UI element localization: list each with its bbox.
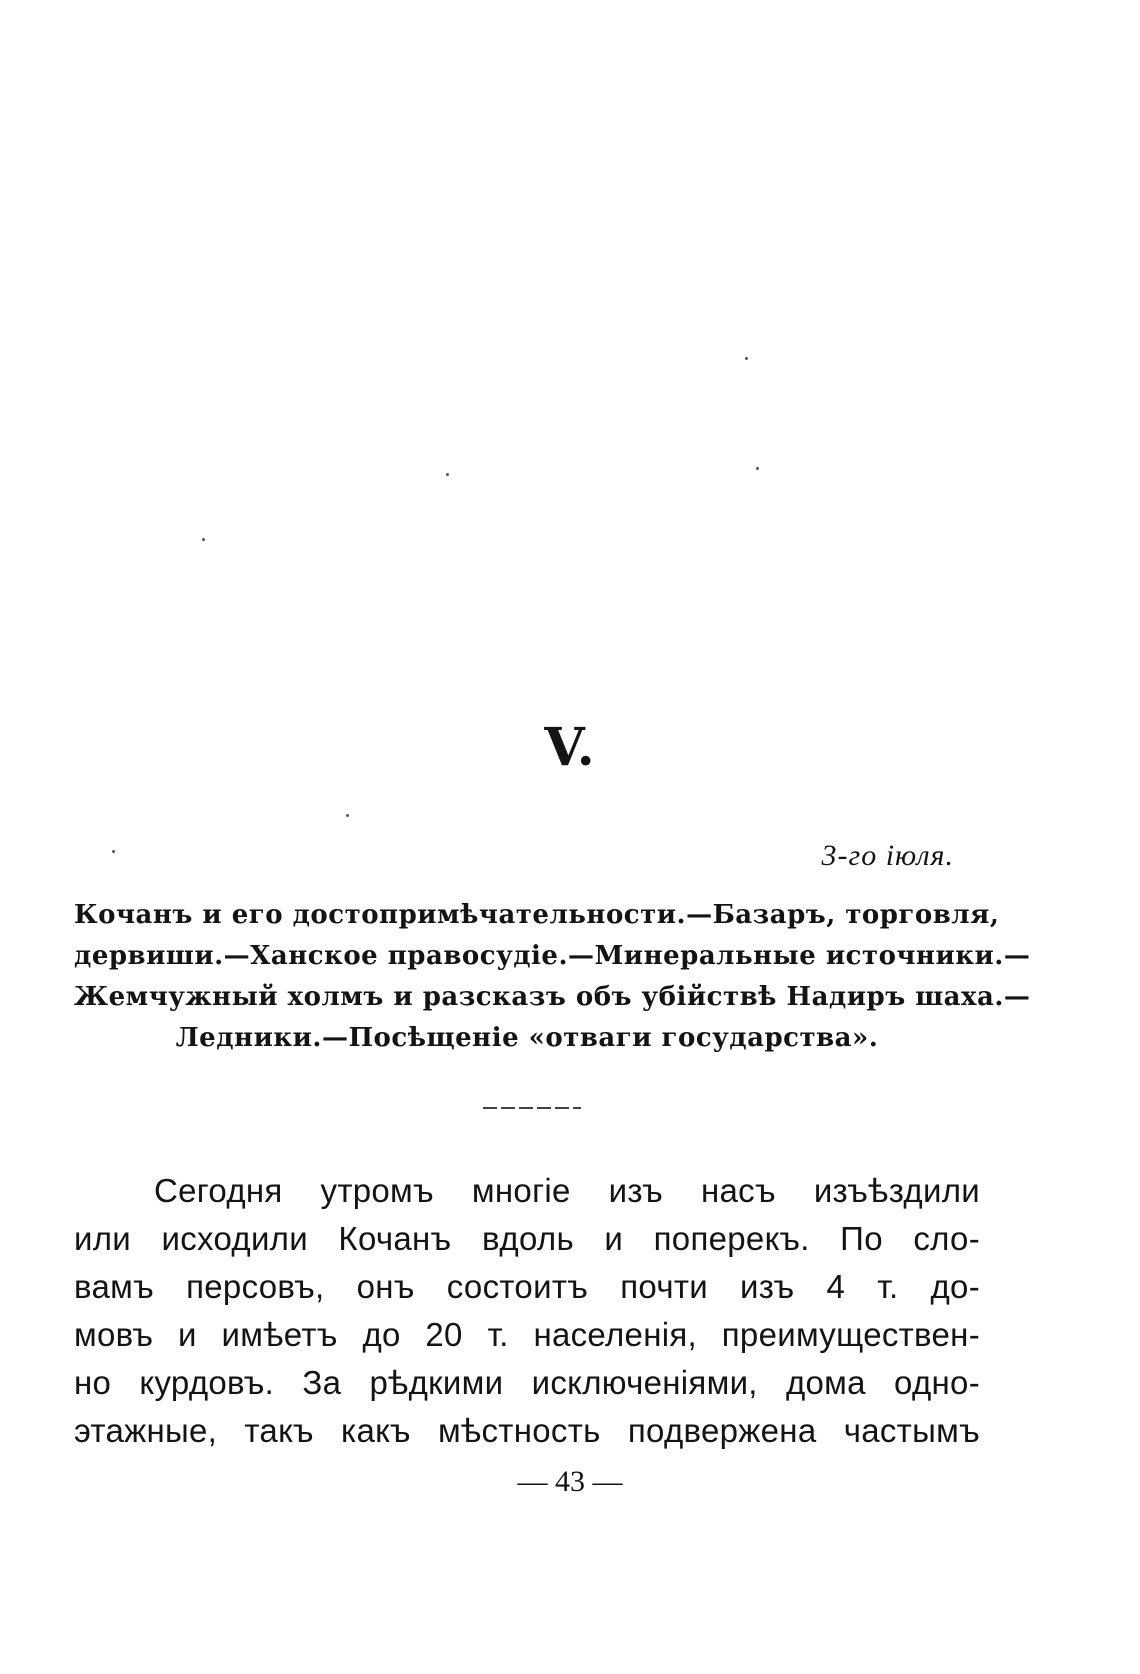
print-speck — [202, 538, 205, 541]
body-line: этажные, такъ какъ мѣстность подвержена частымъ — [74, 1412, 980, 1449]
summary-line: Жемчужный холмъ и разсказъ объ убійствѣ Надиръ шаха.— — [74, 982, 1031, 1012]
body-line: вамъ персовъ, онъ состоитъ почти изъ 4 т. до- — [74, 1268, 980, 1305]
summary-line: Ледники.—Посѣщеніе «отваги государства». — [175, 1023, 879, 1053]
print-speck — [112, 850, 115, 853]
body-line: мовъ и имѣетъ до 20 т. населенія, преимуществен- — [74, 1316, 980, 1353]
print-speck — [756, 467, 759, 470]
summary-line: Кочанъ и его достопримѣчательности.—Базаръ, торговля, — [74, 900, 1000, 930]
chapter-date: 3-го іюля. — [821, 839, 954, 872]
print-speck — [346, 814, 349, 817]
print-speck — [745, 357, 748, 360]
page-number: — 43 — — [517, 1465, 623, 1498]
summary-line: дервиши.—Ханское правосудіе.—Минеральные источники.— — [74, 941, 1031, 971]
body-paragraph — [74, 1167, 980, 1455]
body-line: но курдовъ. За рѣдкими исключеніями, дома одно- — [74, 1364, 980, 1401]
print-speck — [446, 473, 449, 476]
body-line: или исходили Кочанъ вдоль и поперекъ. По сло- — [74, 1220, 980, 1257]
section-separator — [483, 1107, 581, 1109]
chapter-number: V. — [544, 717, 596, 778]
chapter-summary — [74, 895, 1031, 1059]
body-line: Сегодня утромъ многіе изъ насъ изъѣздили — [154, 1172, 980, 1209]
